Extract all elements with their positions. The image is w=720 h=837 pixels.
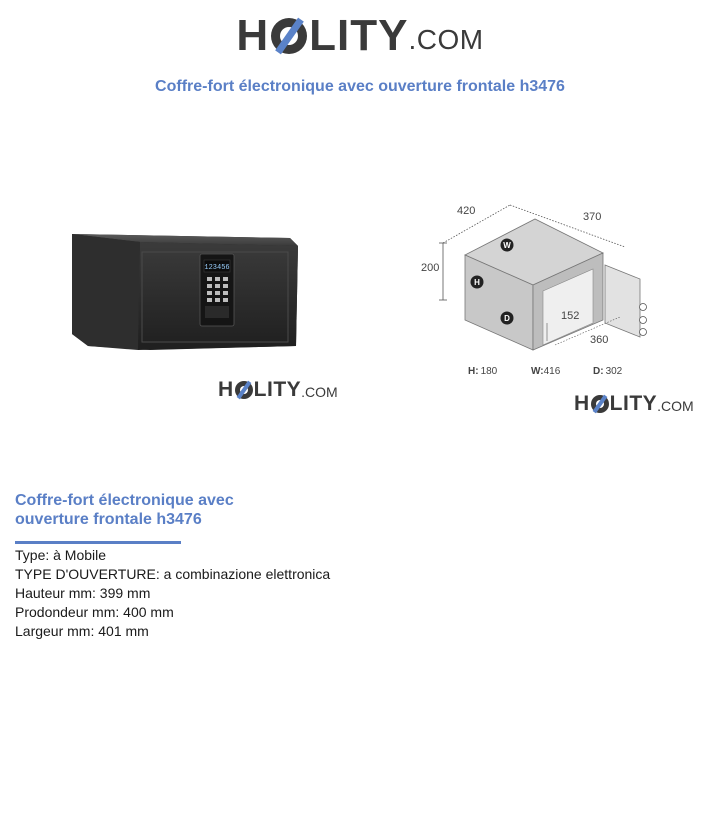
keypad-display-text: 123456	[204, 264, 230, 272]
brand-logo-com: .COM	[408, 24, 484, 55]
product-heading-line1: Coffre-fort électronique avec	[15, 492, 234, 509]
brand-logo[interactable]	[0, 11, 720, 60]
marker-w: W	[503, 241, 511, 250]
marker-h: H	[474, 278, 480, 287]
product-image	[60, 222, 310, 357]
logo-o-icon	[235, 381, 253, 399]
dim-inner-height: 152	[561, 310, 580, 322]
spec-depth: Prodondeur mm: 400 mm	[15, 604, 174, 620]
brand-logo-h: H	[236, 11, 270, 60]
brand-logo-lity: LITY	[309, 11, 409, 60]
brand-logo-o-icon	[271, 18, 307, 54]
dim-inner-depth: 360	[590, 334, 609, 346]
spec-opening-type: TYPE D'OUVERTURE: a combinazione elettronica	[15, 566, 331, 582]
page-title: Coffre-fort électronique avec ouverture frontale h3476	[155, 78, 565, 95]
inner-dim-d: D: 302	[593, 366, 623, 377]
spec-height: Hauteur mm: 399 mm	[15, 585, 151, 601]
logo-o-icon	[591, 395, 609, 413]
inner-dim-w: W:416	[531, 366, 561, 377]
dimension-diagram	[415, 195, 675, 385]
marker-d: D	[504, 314, 510, 323]
product-heading-line2: ouverture frontale h3476	[15, 511, 202, 528]
dim-top-width: 370	[583, 211, 602, 223]
product-heading	[15, 491, 295, 529]
inner-dim-h: H: 180	[468, 366, 498, 377]
spec-width: Largeur mm: 401 mm	[15, 623, 149, 639]
spec-type: Type: à Mobile	[15, 547, 107, 563]
spec-list	[15, 546, 330, 641]
brand-logo-small-right: H LITY .COM	[574, 392, 694, 415]
dim-top-depth: 420	[457, 205, 476, 217]
dim-left-height: 200	[421, 262, 440, 274]
brand-logo-small-left: H LITY .COM	[218, 378, 338, 401]
heading-underline	[15, 541, 181, 544]
